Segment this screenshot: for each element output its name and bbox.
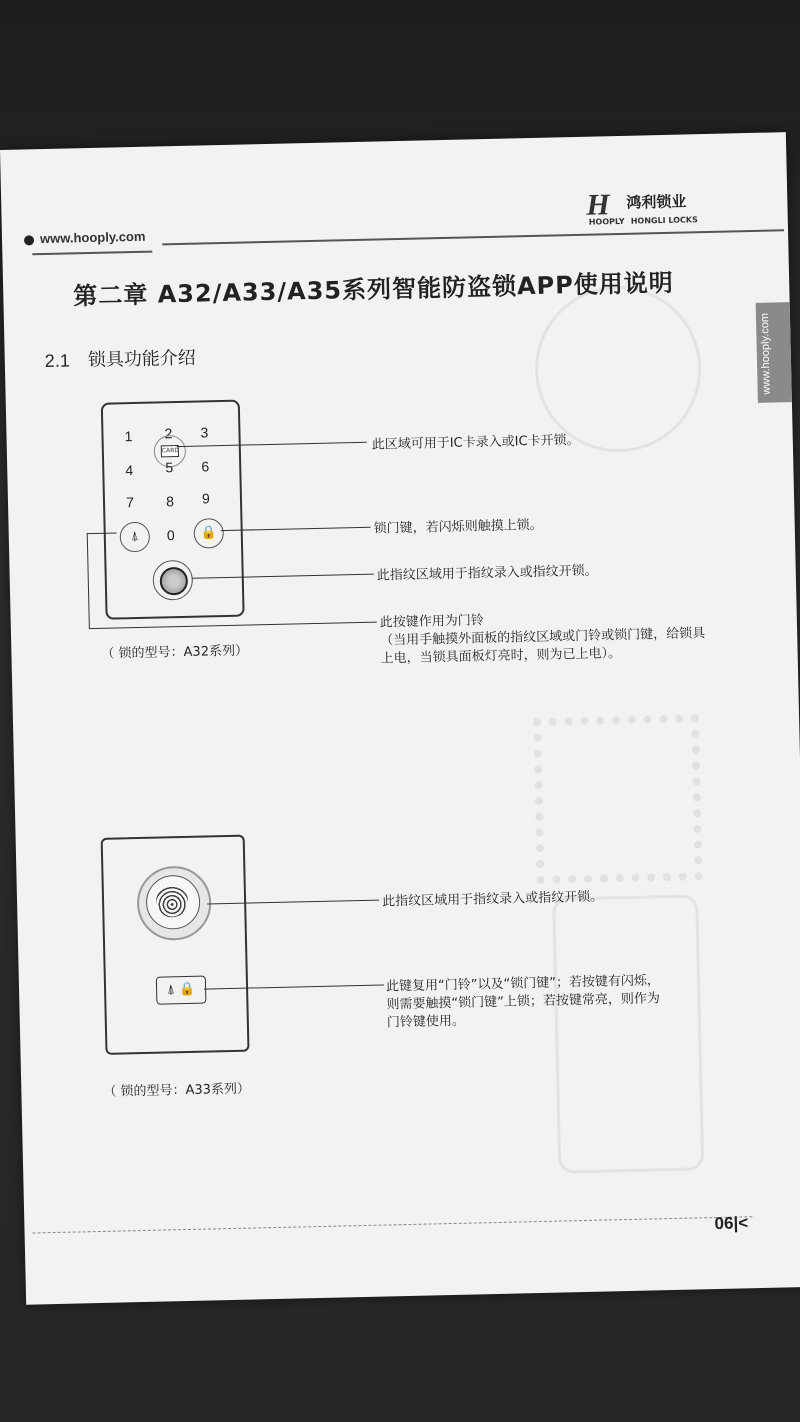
key-5: 5 [165,459,174,476]
key-0: 0 [166,527,175,544]
side-tab [756,302,792,403]
bell-lock-button: ⍋ 🔒 [156,976,207,1005]
logo-en-2: HONGLI LOCKS [630,215,698,226]
bullet-icon [24,235,34,245]
key-2: 2 [164,425,173,442]
key-8: 8 [165,493,175,510]
bell-icon: ⍋ [119,522,150,553]
leader-lock-key [221,527,371,531]
annotation-a33-line2: 则需要触摸“锁门键”上锁；若按键常亮，则作为 [386,991,661,1013]
caption-a32: （ 锁的型号：A32系列） [101,643,249,662]
key-6: 6 [201,458,210,475]
section-heading [44,344,196,373]
logo-mark: H [586,188,607,222]
page-number: 06|< [714,1213,749,1234]
footer-rule [33,1216,753,1233]
brand-logo [586,184,717,229]
annotation-a33-line3: 门铃键使用。 [386,1013,466,1031]
show-through-qr [533,714,703,884]
key-3: 3 [200,424,209,441]
section-number: 2.1 [44,350,71,372]
annotation-fingerprint: 此指纹区域用于指纹录入或指纹开锁。 [376,563,598,584]
annotation-bell-line3: 上电，当锁具面板灯亮时，则为已上电）。 [380,646,622,667]
lock-a32-diagram [101,400,245,620]
leader-bell-vertical [87,533,90,628]
annotation-bell-line2: （当用手触摸外面板的指纹区域或门铃或锁门键，给锁具 [380,626,706,649]
logo-cn: 鸿利锁业 [626,192,687,212]
annotation-lock-key: 锁门键，若闪烁则触摸上锁。 [373,517,543,537]
key-9: 9 [201,490,211,507]
lock-a33-diagram [101,835,250,1055]
logo-en-1: HOOPLY [588,216,625,227]
url-text: www.hooply.com [39,228,146,247]
key-4: 4 [125,462,134,479]
card-icon: CARD [161,445,179,457]
key-7: 7 [125,494,135,511]
header-rule-left [32,251,152,256]
header-url[interactable] [24,229,146,247]
annotation-a33-fingerprint: 此指纹区域用于指纹录入或指纹开锁。 [381,889,604,910]
manual-page [0,132,800,1305]
chapter-title: 第二章 A32/A33/A35系列智能防盗锁APP使用说明 [73,268,675,311]
section-title: 锁具功能介绍 [87,347,197,372]
caption-a33: （ 锁的型号：A33系列） [103,1081,251,1100]
key-1: 1 [124,428,133,445]
show-through-phone [552,894,704,1173]
leader-bell-horizontal [89,622,377,630]
annotation-card-area: 此区域可用于IC卡录入或IC卡开锁。 [371,432,580,453]
side-tab-text: www.hooply.com [758,312,773,395]
annotation-a33-line1: 此键复用“门铃”以及“锁门键”；若按键有闪烁， [385,973,661,995]
lock-icon: 🔒 [193,518,224,549]
header-rule-right [162,229,784,245]
annotation-bell-title: 此按键作用为门铃 [379,613,484,631]
